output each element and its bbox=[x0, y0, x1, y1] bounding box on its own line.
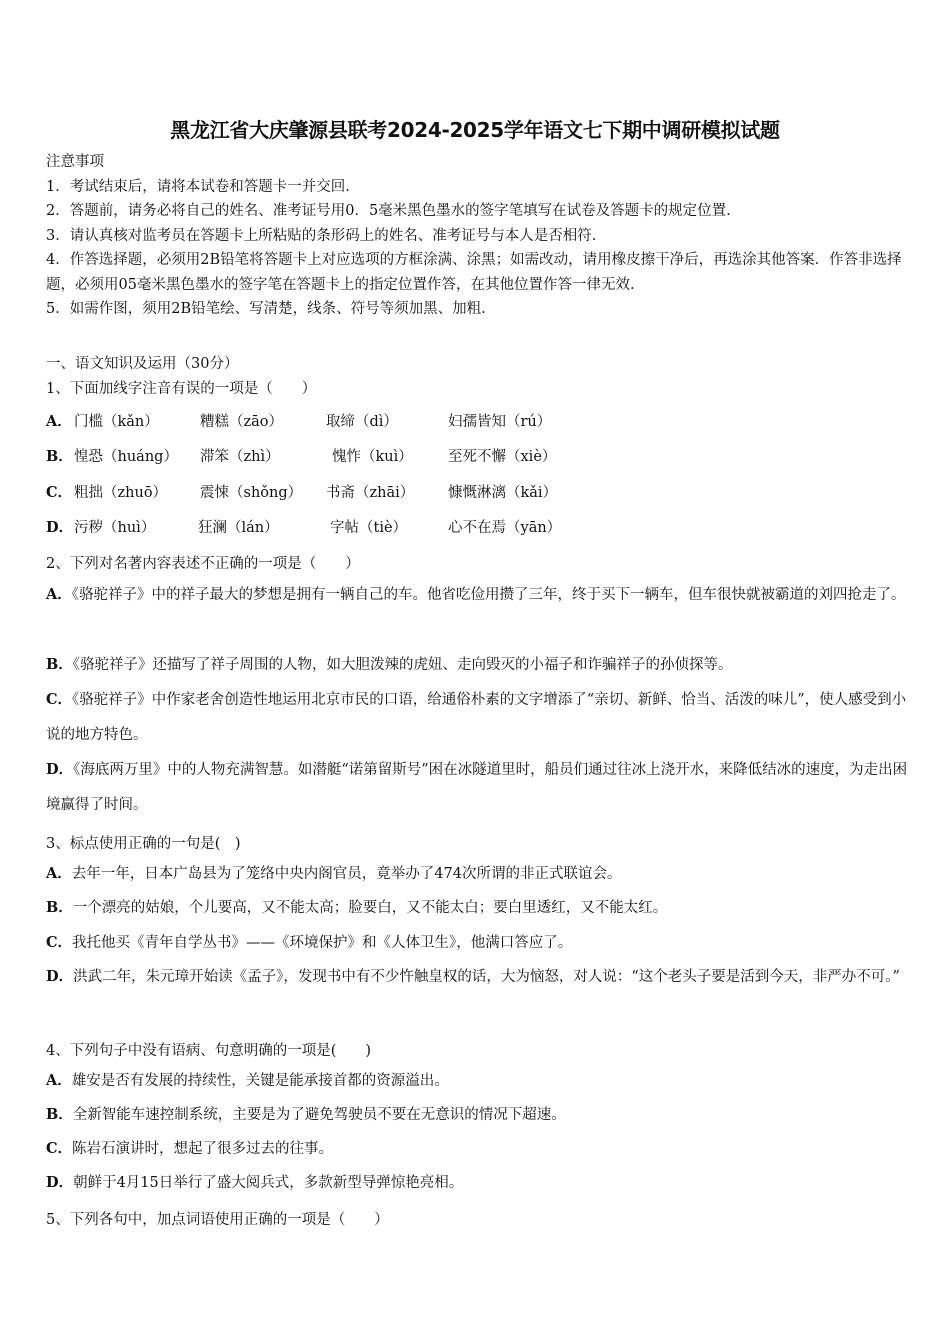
option-item: 污秽（huì） bbox=[74, 520, 156, 536]
option-label: C． bbox=[46, 934, 73, 951]
notice-item: 1．考试结束后，请将本试卷和答题卡一并交回. bbox=[46, 178, 350, 195]
q3-option-d bbox=[46, 959, 908, 995]
option-text: 去年一年，日本广岛县为了笼络中央内阁官员，竟举办了474次所谓的非正式联谊会。 bbox=[71, 866, 622, 882]
notice-item: 4．作答选择题，必须用2B铅笔将答题卡上对应选项的方框涂满、涂黑；如需改动，请用橡皮擦干净后，再选涂其他答案．作答非选择题，必须用05毫米黑色墨水的签字笔在答题卡上的指定位置作答，在其他位置作答一律无效. bbox=[46, 252, 902, 293]
option-item: 糟糕（zāo） bbox=[200, 414, 284, 430]
q3-option-a bbox=[46, 856, 908, 892]
option-item: 心不在焉（yān） bbox=[448, 520, 562, 536]
option-item: 门槛（kǎn） bbox=[74, 414, 159, 430]
option-label: A． bbox=[46, 1072, 72, 1089]
notice-heading: 注意事项 bbox=[46, 154, 104, 170]
q2-option-b bbox=[46, 647, 908, 683]
option-label: D． bbox=[46, 519, 74, 536]
option-item: 至死不懈（xiè） bbox=[448, 449, 557, 465]
option-label: B． bbox=[46, 1106, 73, 1123]
option-item: 慷慨淋漓（kǎi） bbox=[448, 485, 558, 501]
option-label: B． bbox=[46, 448, 73, 465]
option-item: 愧怍（kuì） bbox=[332, 449, 413, 465]
page-title: 黑龙江省大庆肇源县联考2024-2025学年语文七下期中调研模拟试题 bbox=[170, 118, 780, 142]
q4-option-a bbox=[46, 1063, 908, 1099]
option-label: A． bbox=[46, 586, 72, 603]
option-item: 滞笨（zhì） bbox=[200, 449, 280, 465]
option-label: D． bbox=[46, 968, 74, 985]
option-text: 朝鲜于4月15日举行了盛大阅兵式，多款新型导弹惊艳亮相。 bbox=[73, 1175, 464, 1191]
option-item: 书斋（zhāi） bbox=[326, 485, 415, 501]
notice-item: 5．如需作图，须用2B铅笔绘、写清楚，线条、符号等须加黑、加粗. bbox=[46, 301, 486, 317]
option-item: 狂澜（lán） bbox=[198, 520, 279, 536]
option-item: 震悚（shǒng） bbox=[200, 485, 303, 501]
section-heading: 一、语文知识及运用（30分） bbox=[46, 356, 239, 372]
q3-stem: 3、标点使用正确的一句是( ) bbox=[46, 836, 241, 852]
option-item: 惶恐（huáng） bbox=[74, 449, 178, 465]
option-label: A． bbox=[46, 413, 72, 430]
q2-option-a bbox=[46, 577, 908, 613]
option-item: 粗拙（zhuō） bbox=[74, 485, 168, 501]
q2-stem: 2、下列对名著内容表述不正确的一项是（ ） bbox=[46, 556, 360, 572]
q4-option-b bbox=[46, 1097, 908, 1133]
option-text: 《骆驼祥子》中作家老舍创造性地运用北京市民的口语，给通俗朴素的文字增添了“亲切、新鲜、恰当、活泼的味儿”，使人感受到小说的地方特色。 bbox=[46, 692, 907, 743]
option-text: 全新智能车速控制系统，主要是为了避免驾驶员不要在无意识的情况下超速。 bbox=[72, 1107, 566, 1123]
option-text: 《骆驼祥子》还描写了祥子周围的人物，如大胆泼辣的虎妞、走向毁灭的小福子和诈骗祥子的孙侦探等。 bbox=[72, 657, 733, 673]
option-text: 洪武二年，朱元璋开始读《孟子》，发现书中有不少忤触皇权的话，大为恼怒，对人说：“这个老头子要是活到今天，非严办不可。” bbox=[73, 969, 900, 985]
notice-item: 3．请认真核对监考员在答题卡上所粘贴的条形码上的姓名、准考证号与本人是否相符. bbox=[46, 227, 597, 244]
option-label: C． bbox=[46, 691, 73, 708]
option-text: 陈岩石演讲时，想起了很多过去的往事。 bbox=[72, 1141, 334, 1157]
option-label: A． bbox=[46, 865, 72, 882]
option-text: 我托他买《青年自学丛书》——《环境保护》和《人体卫生》，他满口答应了。 bbox=[72, 935, 573, 951]
q2-option-c bbox=[46, 682, 908, 753]
q4-option-d bbox=[46, 1165, 908, 1201]
q1-stem: 1、下面加线字注音有误的一项是（ ） bbox=[46, 381, 317, 397]
q2-option-d bbox=[46, 752, 908, 823]
q5-stem: 5、下列各句中，加点词语使用正确的一项是（ ） bbox=[46, 1212, 389, 1228]
option-text: 一个漂亮的姑娘，个儿要高，又不能太高；脸要白，又不能太白；要白里透红，又不能太红。 bbox=[72, 900, 668, 916]
q4-option-c bbox=[46, 1131, 908, 1167]
option-label: C． bbox=[46, 1140, 73, 1157]
notice-block bbox=[46, 150, 908, 322]
q3-option-c bbox=[46, 925, 908, 961]
option-label: C． bbox=[46, 484, 73, 501]
q3-option-b bbox=[46, 890, 908, 926]
option-label: B． bbox=[46, 899, 73, 916]
option-item: 取缔（dì） bbox=[326, 414, 398, 430]
option-label: D． bbox=[46, 1174, 74, 1191]
option-item: 妇孺皆知（rú） bbox=[448, 414, 552, 430]
option-text: 《骆驼祥子》中的祥子最大的梦想是拥有一辆自己的车。他省吃俭用攒了三年，终于买下一辆车，但车很快就被霸道的刘四抢走了。 bbox=[71, 587, 906, 603]
option-label: D． bbox=[46, 761, 74, 778]
q4-stem: 4、下列句子中没有语病、句意明确的一项是( ) bbox=[46, 1043, 372, 1059]
option-text: 《海底两万里》中的人物充满智慧。如潜艇“诺第留斯号”困在冰隧道里时，船员们通过往冰上浇开水，来降低结冰的速度，为走出困境赢得了时间。 bbox=[46, 762, 908, 813]
option-text: 雄安是否有发展的持续性，关键是能承接首都的资源溢出。 bbox=[71, 1073, 449, 1089]
option-item: 字帖（tiè） bbox=[330, 520, 408, 536]
notice-item: 2．答题前，请务必将自己的姓名、准考证号用0．5毫米黑色墨水的签字笔填写在试卷及答题卡的规定位置. bbox=[46, 203, 731, 219]
option-label: B． bbox=[46, 656, 73, 673]
